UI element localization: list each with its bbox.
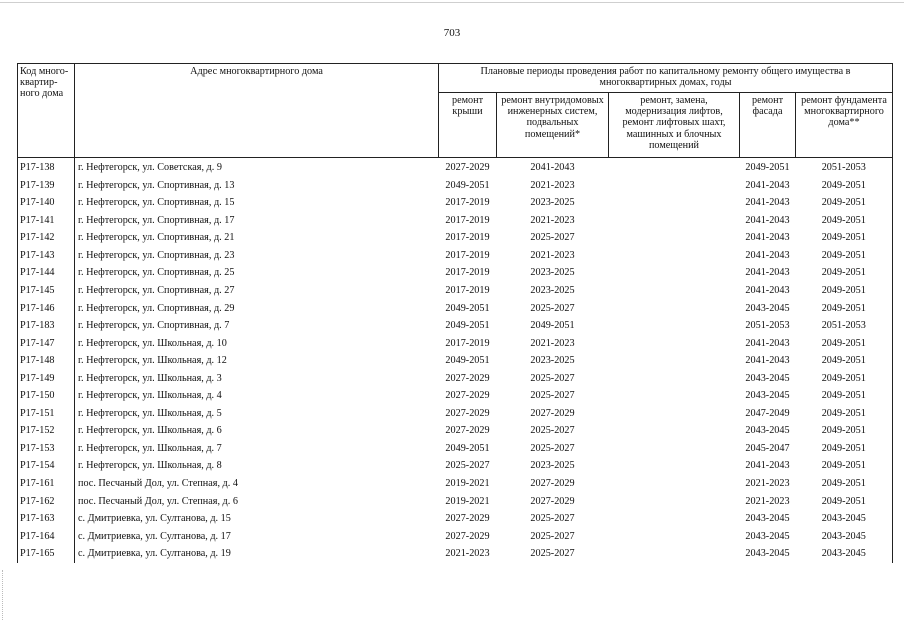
cell-systems: 2023-2025 (530, 355, 575, 367)
table-row (18, 527, 893, 545)
cell-systems: 2025-2027 (530, 390, 575, 402)
scan-edge-mark (2, 570, 9, 620)
cell-foundation: 2049-2051 (796, 229, 893, 247)
cell-systems: 2021-2023 (530, 337, 575, 349)
cell-systems: 2027-2029 (530, 478, 575, 489)
repair-schedule-table (17, 63, 893, 563)
cell-address: г. Нефтегорск, ул. Школьная, д. 5 (75, 405, 439, 423)
cell-code: P17-142 (18, 229, 75, 247)
cell-lifts (609, 370, 740, 388)
header-periods-group: Плановые периоды проведения работ по капитальному ремонту общего имущества в многоквартирных домах, годы (439, 64, 893, 93)
cell-lifts (609, 405, 740, 423)
cell-facade: 2043-2045 (745, 390, 790, 402)
cell-address: г. Нефтегорск, ул. Школьная, д. 3 (75, 370, 439, 388)
cell-facade: 2021-2023 (745, 478, 790, 489)
cell-roof: 2027-2029 (445, 530, 490, 542)
cell-systems: 2025-2027 (530, 548, 575, 560)
header-facade: ремонт фасада (740, 93, 796, 158)
cell-systems: 2023-2025 (530, 284, 575, 296)
table-row (18, 264, 893, 282)
cell-lifts (609, 317, 740, 335)
cell-facade: 2041-2043 (745, 355, 790, 367)
cell-facade: 2043-2045 (745, 372, 790, 384)
cell-facade: 2041-2043 (745, 249, 790, 261)
cell-foundation: 2049-2051 (796, 334, 893, 352)
cell-systems: 2025-2027 (530, 513, 575, 525)
cell-roof: 2027-2029 (445, 425, 490, 437)
cell-lifts (609, 492, 740, 510)
cell-systems: 2025-2027 (530, 232, 575, 244)
cell-address: г. Нефтегорск, ул. Школьная, д. 6 (75, 422, 439, 440)
cell-facade: 2041-2043 (745, 179, 790, 191)
cell-address: г. Нефтегорск, ул. Спортивная, д. 15 (75, 194, 439, 212)
header-code: Код много-квартир-ного дома (18, 64, 75, 158)
cell-lifts (609, 212, 740, 230)
cell-systems: 2049-2051 (530, 320, 575, 332)
cell-systems: 2025-2027 (530, 302, 575, 314)
cell-facade: 2045-2047 (745, 442, 790, 454)
cell-address: г. Нефтегорск, ул. Школьная, д. 8 (75, 457, 439, 475)
cell-roof: 2049-2051 (445, 179, 490, 191)
cell-lifts (609, 387, 740, 405)
cell-code: P17-153 (18, 440, 75, 458)
cell-code: P17-140 (18, 194, 75, 212)
cell-address: г. Нефтегорск, ул. Спортивная, д. 29 (75, 299, 439, 317)
cell-lifts (609, 475, 740, 493)
cell-address: г. Нефтегорск, ул. Школьная, д. 12 (75, 352, 439, 370)
cell-address: пос. Песчаный Дол, ул. Степная, д. 4 (75, 475, 439, 493)
header-lifts: ремонт, замена, модернизация лифтов, ремонт лифтовых шахт, машинных и блочных помещений (609, 93, 740, 158)
cell-foundation: 2049-2051 (796, 457, 893, 475)
table-row (18, 457, 893, 475)
cell-facade: 2041-2043 (745, 284, 790, 296)
cell-lifts (609, 527, 740, 545)
cell-roof: 2027-2029 (445, 407, 490, 419)
table-row (18, 387, 893, 405)
cell-foundation: 2043-2045 (796, 527, 893, 545)
cell-code: P17-145 (18, 282, 75, 300)
cell-facade: 2043-2045 (745, 425, 790, 437)
cell-roof: 2017-2019 (445, 197, 490, 209)
header-systems: ремонт внутридомовых инженерных систем, подвальных помещений* (497, 93, 609, 158)
cell-address: г. Нефтегорск, ул. Спортивная, д. 7 (75, 317, 439, 335)
cell-code: P17-163 (18, 510, 75, 528)
cell-systems: 2023-2025 (530, 197, 575, 209)
cell-roof: 2049-2051 (445, 355, 490, 367)
cell-code: P17-165 (18, 545, 75, 563)
cell-systems: 2023-2025 (530, 460, 575, 472)
cell-address: г. Нефтегорск, ул. Школьная, д. 10 (75, 334, 439, 352)
cell-code: P17-143 (18, 247, 75, 265)
cell-foundation: 2049-2051 (796, 299, 893, 317)
cell-code: P17-148 (18, 352, 75, 370)
table-row (18, 352, 893, 370)
cell-foundation: 2049-2051 (796, 405, 893, 423)
table-row (18, 158, 893, 177)
cell-facade: 2049-2051 (745, 162, 790, 174)
cell-address: г. Нефтегорск, ул. Школьная, д. 4 (75, 387, 439, 405)
cell-roof: 2017-2019 (445, 249, 490, 261)
cell-foundation: 2049-2051 (796, 212, 893, 230)
cell-foundation: 2051-2053 (796, 158, 893, 177)
cell-foundation: 2049-2051 (796, 370, 893, 388)
cell-facade: 2041-2043 (745, 197, 790, 209)
table-row (18, 317, 893, 335)
cell-roof: 2017-2019 (445, 232, 490, 244)
top-divider (0, 2, 904, 3)
cell-foundation: 2049-2051 (796, 440, 893, 458)
table-row (18, 492, 893, 510)
cell-roof: 2027-2029 (445, 372, 490, 384)
cell-code: P17-150 (18, 387, 75, 405)
cell-roof: 2025-2027 (445, 460, 490, 472)
table-row (18, 370, 893, 388)
cell-code: P17-146 (18, 299, 75, 317)
cell-systems: 2023-2025 (530, 267, 575, 279)
cell-facade: 2041-2043 (745, 232, 790, 244)
cell-code: P17-162 (18, 492, 75, 510)
cell-roof: 2049-2051 (445, 302, 490, 314)
cell-facade: 2043-2045 (745, 530, 790, 542)
cell-facade: 2047-2049 (745, 407, 790, 419)
table-row (18, 510, 893, 528)
cell-roof: 2017-2019 (445, 284, 490, 296)
cell-address: с. Дмитриевка, ул. Султанова, д. 17 (75, 527, 439, 545)
cell-lifts (609, 158, 740, 177)
cell-code: P17-141 (18, 212, 75, 230)
cell-address: г. Нефтегорск, ул. Спортивная, д. 17 (75, 212, 439, 230)
header-foundation: ремонт фундамента многоквартирного дома** (796, 93, 893, 158)
cell-foundation: 2049-2051 (796, 387, 893, 405)
cell-lifts (609, 457, 740, 475)
cell-address: г. Нефтегорск, ул. Спортивная, д. 25 (75, 264, 439, 282)
cell-foundation: 2049-2051 (796, 282, 893, 300)
cell-code: P17-139 (18, 177, 75, 195)
cell-code: P17-138 (18, 158, 75, 177)
cell-foundation: 2049-2051 (796, 492, 893, 510)
cell-lifts (609, 282, 740, 300)
cell-address: г. Нефтегорск, ул. Спортивная, д. 21 (75, 229, 439, 247)
cell-systems: 2027-2029 (530, 407, 575, 419)
cell-code: P17-151 (18, 405, 75, 423)
cell-code: P17-154 (18, 457, 75, 475)
table-row (18, 299, 893, 317)
table-row (18, 422, 893, 440)
table-row (18, 229, 893, 247)
cell-foundation: 2043-2045 (796, 545, 893, 563)
cell-foundation: 2051-2053 (796, 317, 893, 335)
cell-lifts (609, 264, 740, 282)
cell-foundation: 2049-2051 (796, 194, 893, 212)
table-row (18, 177, 893, 195)
cell-roof: 2027-2029 (445, 162, 490, 174)
cell-systems: 2025-2027 (530, 425, 575, 437)
table-row (18, 212, 893, 230)
header-address: Адрес многоквартирного дома (75, 64, 439, 158)
cell-facade: 2041-2043 (745, 267, 790, 279)
cell-address: г. Нефтегорск, ул. Спортивная, д. 23 (75, 247, 439, 265)
cell-address: г. Нефтегорск, ул. Школьная, д. 7 (75, 440, 439, 458)
table-row (18, 247, 893, 265)
cell-facade: 2043-2045 (745, 513, 790, 525)
cell-code: P17-183 (18, 317, 75, 335)
cell-roof: 2021-2023 (445, 548, 490, 560)
header-roof: ремонт крыши (439, 93, 497, 158)
cell-code: P17-161 (18, 475, 75, 493)
table-row (18, 475, 893, 493)
cell-facade: 2041-2043 (745, 460, 790, 472)
cell-foundation: 2049-2051 (796, 352, 893, 370)
cell-foundation: 2049-2051 (796, 422, 893, 440)
cell-roof: 2049-2051 (445, 320, 490, 332)
cell-foundation: 2049-2051 (796, 247, 893, 265)
cell-code: P17-152 (18, 422, 75, 440)
cell-facade: 2043-2045 (745, 548, 790, 560)
cell-systems: 2021-2023 (530, 179, 575, 191)
cell-systems: 2021-2023 (530, 249, 575, 261)
cell-roof: 2027-2029 (445, 390, 490, 402)
cell-systems: 2041-2043 (530, 162, 575, 174)
cell-roof: 2049-2051 (445, 442, 490, 454)
cell-facade: 2043-2045 (745, 302, 790, 314)
cell-roof: 2017-2019 (445, 214, 490, 226)
cell-address: г. Нефтегорск, ул. Советская, д. 9 (75, 158, 439, 177)
cell-lifts (609, 177, 740, 195)
cell-lifts (609, 247, 740, 265)
cell-facade: 2021-2023 (745, 495, 790, 507)
cell-systems: 2025-2027 (530, 372, 575, 384)
cell-lifts (609, 229, 740, 247)
cell-lifts (609, 194, 740, 212)
cell-foundation: 2043-2045 (796, 510, 893, 528)
cell-address: г. Нефтегорск, ул. Спортивная, д. 27 (75, 282, 439, 300)
cell-systems: 2021-2023 (530, 214, 575, 226)
cell-roof: 2019-2021 (445, 478, 490, 489)
cell-lifts (609, 334, 740, 352)
cell-code: P17-147 (18, 334, 75, 352)
cell-foundation: 2049-2051 (796, 475, 893, 493)
page-number: 703 (443, 27, 461, 39)
cell-lifts (609, 422, 740, 440)
cell-code: P17-164 (18, 527, 75, 545)
cell-lifts (609, 352, 740, 370)
cell-systems: 2025-2027 (530, 442, 575, 454)
cell-foundation: 2049-2051 (796, 264, 893, 282)
table-row (18, 405, 893, 423)
table-row (18, 545, 893, 563)
cell-lifts (609, 299, 740, 317)
table-body (18, 158, 893, 563)
cell-lifts (609, 440, 740, 458)
table-row (18, 194, 893, 212)
cell-lifts (609, 545, 740, 563)
table-row (18, 282, 893, 300)
cell-systems: 2027-2029 (530, 495, 575, 507)
table-row (18, 440, 893, 458)
cell-foundation: 2049-2051 (796, 177, 893, 195)
cell-facade: 2051-2053 (745, 320, 790, 332)
cell-code: P17-144 (18, 264, 75, 282)
cell-roof: 2017-2019 (445, 337, 490, 349)
repair-schedule-table-container (17, 63, 892, 563)
cell-address: пос. Песчаный Дол, ул. Степная, д. 6 (75, 492, 439, 510)
cell-facade: 2041-2043 (745, 337, 790, 349)
table-row (18, 334, 893, 352)
cell-roof: 2019-2021 (445, 495, 490, 507)
cell-address: г. Нефтегорск, ул. Спортивная, д. 13 (75, 177, 439, 195)
cell-code: P17-149 (18, 370, 75, 388)
cell-roof: 2017-2019 (445, 267, 490, 279)
cell-facade: 2041-2043 (745, 214, 790, 226)
cell-lifts (609, 510, 740, 528)
cell-systems: 2025-2027 (530, 530, 575, 542)
cell-address: с. Дмитриевка, ул. Султанова, д. 15 (75, 510, 439, 528)
cell-roof: 2027-2029 (445, 513, 490, 525)
cell-address: с. Дмитриевка, ул. Султанова, д. 19 (75, 545, 439, 563)
